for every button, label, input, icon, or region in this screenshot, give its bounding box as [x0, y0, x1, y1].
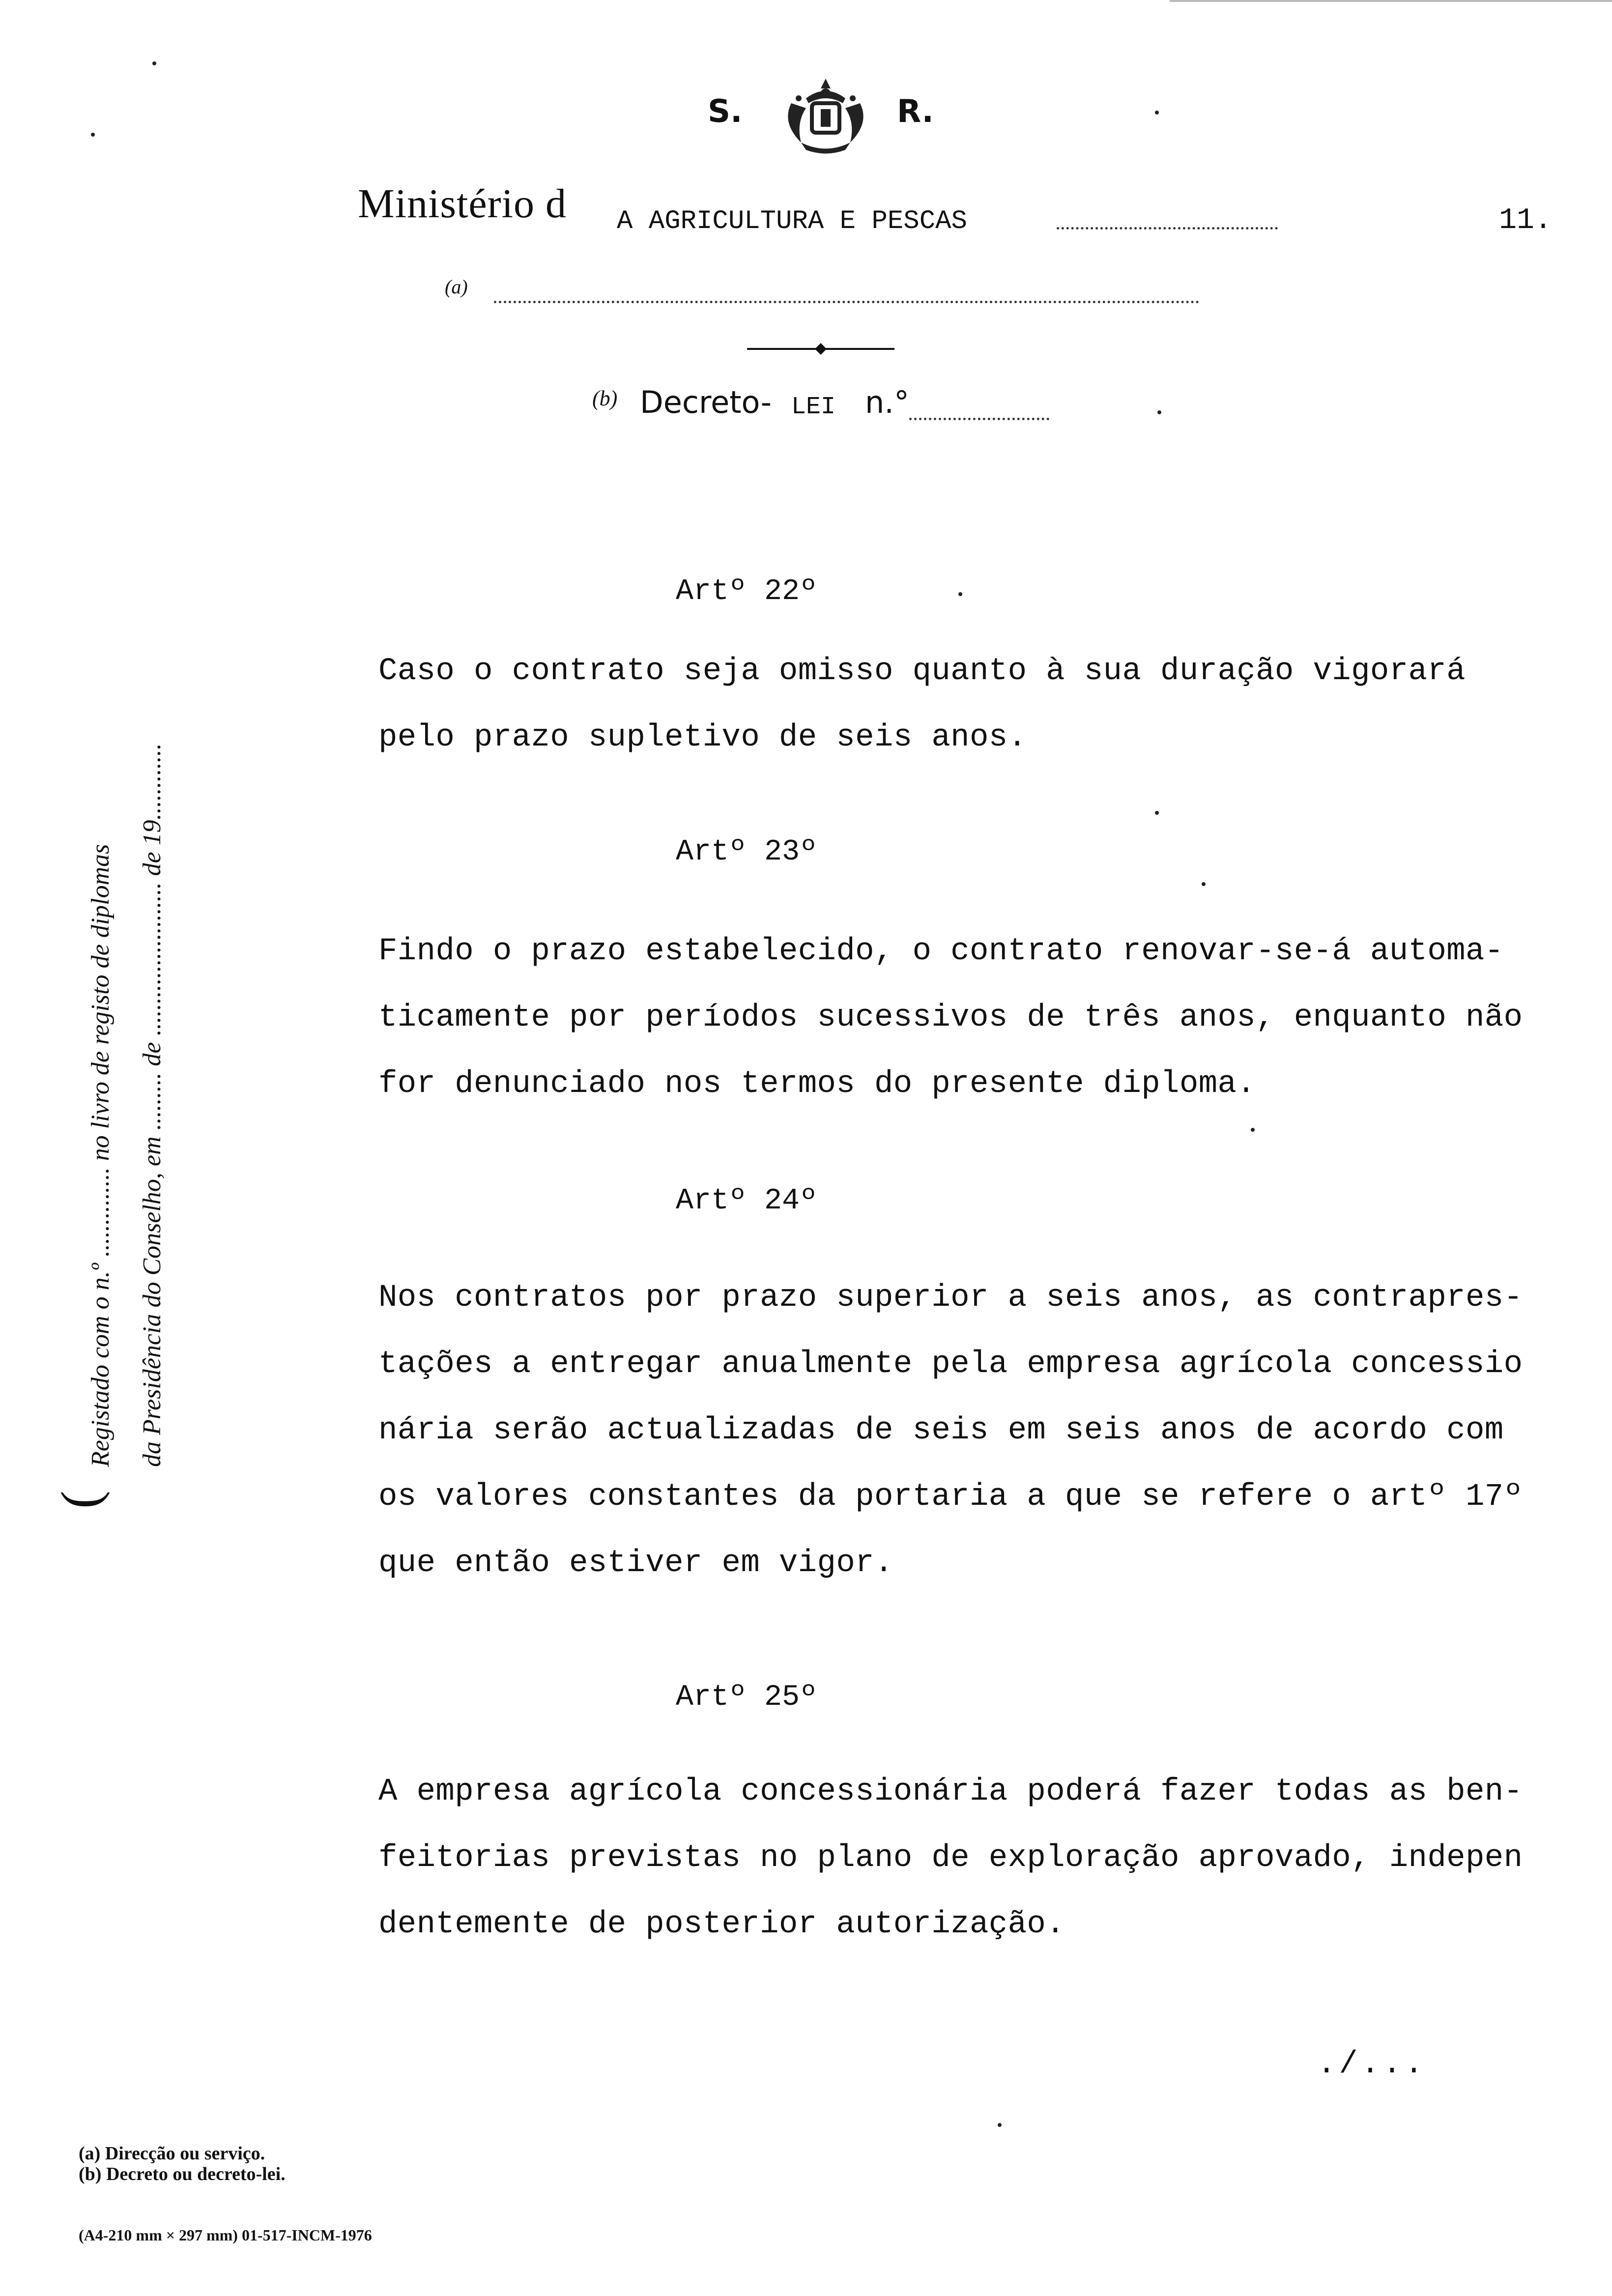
scan-speck — [1251, 1128, 1255, 1132]
page-number: 11. — [1499, 204, 1553, 237]
decreto-label: Decreto- — [640, 384, 772, 420]
scan-speck — [1157, 410, 1161, 414]
article-line: nária serão actualizadas de seis em seis anos de acordo com — [378, 1413, 1504, 1448]
margin-bracket-icon: ( — [50, 1491, 110, 1509]
article-line: tações a entregar anualmente pela empresa agrícola concessio — [378, 1347, 1523, 1382]
scan-edge-rule — [1170, 0, 1612, 2]
field-a-marker: (a) — [445, 276, 468, 298]
margin-registration-line-2: da Presidência do Conselho, em ......... de ........................ de 19............ — [138, 743, 166, 1467]
decreto-number-dotted-line — [909, 418, 1049, 420]
article-line: ticamente por períodos sucessivos de três anos, enquanto não — [378, 1000, 1523, 1035]
continuation-marker: ./... — [1317, 2047, 1427, 2082]
article-heading: Artº 22º — [676, 575, 818, 608]
header-letter-r: R. — [897, 93, 934, 130]
ministry-value: A AGRICULTURA E PESCAS — [617, 206, 967, 236]
scan-speck — [1202, 882, 1206, 886]
ornamental-divider — [747, 339, 894, 359]
article-line: feitorias previstas no plano de exploração aprovado, indepen — [378, 1840, 1523, 1876]
ministry-label: Ministério d — [358, 181, 567, 227]
decreto-number-label: n.° — [865, 384, 910, 420]
article-heading: Artº 25º — [676, 1681, 818, 1714]
scan-speck — [958, 592, 962, 596]
article-line: os valores constantes da portaria a que se refere o artº 17º — [378, 1479, 1523, 1515]
article-line: Findo o prazo estabelecido, o contrato renovar-se-á automa- — [378, 934, 1504, 969]
article-line: Nos contratos por prazo superior a seis anos, as contrapres- — [378, 1280, 1523, 1316]
scan-speck — [998, 2123, 1002, 2127]
scan-speck — [1155, 811, 1159, 815]
footnote-b: (b) Decreto ou decreto-lei. — [79, 2164, 286, 2184]
article-line: for denunciado nos termos do presente diploma. — [378, 1066, 1256, 1102]
article-line: Caso o contrato seja omisso quanto à sua duração vigorará — [378, 654, 1466, 689]
header-letter-s: S. — [708, 93, 743, 130]
article-line: pelo prazo supletivo de seis anos. — [378, 720, 1027, 755]
footnote-a: (a) Direcção ou serviço. — [79, 2143, 265, 2164]
scan-speck — [1155, 111, 1159, 115]
article-heading: Artº 23º — [676, 835, 818, 869]
scan-speck — [91, 133, 95, 137]
coat-of-arms-icon — [772, 74, 880, 157]
article-line: A empresa agrícola concessionária poderá fazer todas as ben- — [378, 1774, 1523, 1809]
scan-speck — [152, 61, 156, 65]
decreto-marker: (b) — [592, 386, 618, 410]
article-heading: Artº 24º — [676, 1184, 818, 1218]
ministry-dotted-line — [1057, 227, 1278, 230]
print-reference: (A4-210 mm × 297 mm) 01-517-INCM-1976 — [79, 2226, 372, 2244]
decreto-type-value: LEI — [791, 393, 836, 421]
article-line: que então estiver em vigor. — [378, 1546, 893, 1581]
field-a-dotted-line — [494, 301, 1199, 303]
margin-registration-line-1: Registado com o n.º .............. no livro de registo de diplomas — [86, 844, 115, 1467]
article-line: dentemente de posterior autorização. — [378, 1907, 1065, 1942]
